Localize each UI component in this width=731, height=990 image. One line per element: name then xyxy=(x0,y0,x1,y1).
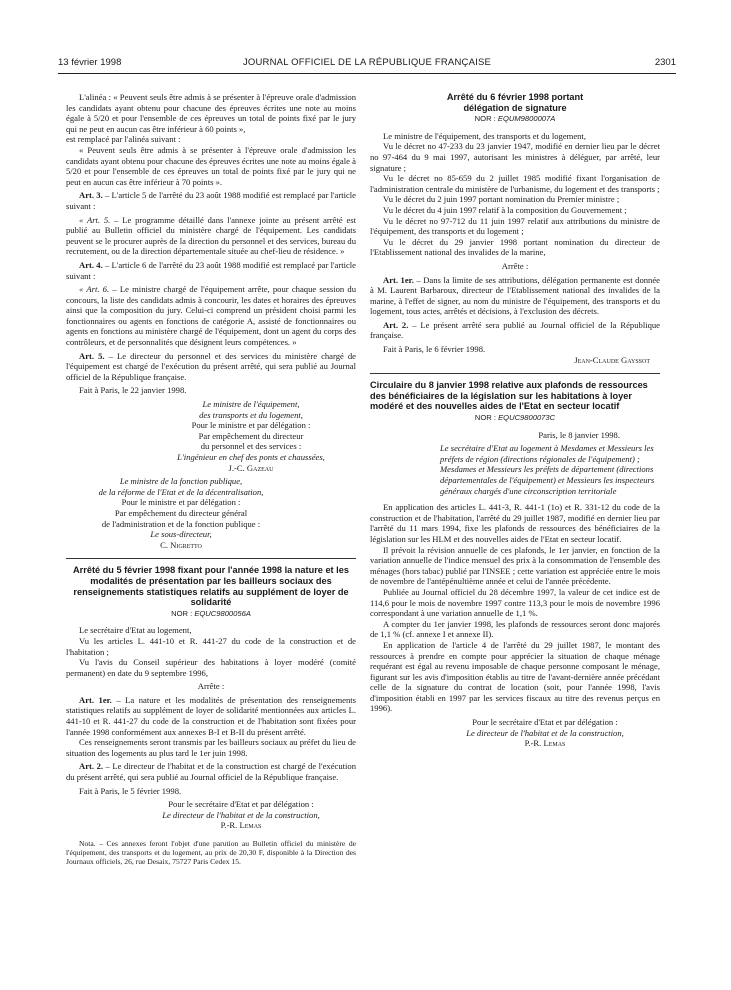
paragraph: Vu le décret no 85-659 du 2 juillet 1985 modifié fixant l'organisation de l'administration centrale du ministère de l'urbanisme, du logement et des transports ; xyxy=(370,173,660,194)
nor-label: NOR : xyxy=(474,114,498,124)
addressees: Le secrétaire d'Etat au logement à Mesdames et Messieurs les préfets de région (directions régionales de l'équipement) ; Mesdames et Messieurs les préfets de département (directions départementales de l'équipement) et Messieurs les inspecteurs généraux chargés d'une circonscription territoriale xyxy=(440,443,655,496)
paragraph: Le ministre de l'équipement, des transports et du logement, xyxy=(383,130,586,141)
signatory-name: Jean-Claude Gayssot xyxy=(574,354,650,365)
article-label: « Art. 6. xyxy=(79,284,110,295)
arrete-heading: Arrête : xyxy=(197,681,225,692)
article-label: Art. 1er. xyxy=(383,274,414,285)
quoted-article-5 xyxy=(66,215,356,257)
article-label: Art. 2. xyxy=(383,319,409,330)
signatory-name: P.-R. Lemas xyxy=(524,738,566,749)
nor-code: EQUC9800056A xyxy=(194,608,251,618)
paragraph: En application des articles L. 441-3, R. 441-1 (1o) et R. 331-12 du code de la construction et de l'habitation, l'arrêté du 29 juillet 1987, modifié en dernier lieu par l'arrêté du 11 mars 1994, fixe les plafonds de ressources des bénéficiaires de la législation sur les HLM et des nouvelles aides de l'Etat en secteur locatif. xyxy=(370,502,660,544)
paragraph: Vu le décret no 97-712 du 11 juin 1997 relatif aux attributions du ministre de l'équipement, des transports et du logement ; xyxy=(370,215,660,237)
signature-line: de la réforme de l'Etat et de la décentralisation, xyxy=(98,486,264,497)
article-text: – Dans la limite de ses attributions, délégation permanente est donnée à M. Laurent Barbaroux, directeur de l'Etablissement national des invalides de la marine, à l'effet de signer, au nom du ministre de l'équipement, des transports et du logement, tous actes, arrêtés et décisions, à l'exclusion des décrets. xyxy=(370,274,660,317)
fait-a-paris: Fait à Paris, le 22 janvier 1998. xyxy=(79,385,187,396)
article-label: Art. 1er. xyxy=(79,694,112,705)
section-title: Circulaire du 8 janvier 1998 relative aux plafonds de ressources des bénéficiaires de la législation sur les habitations à loyer modéré et des nouvelles aides de l'Etat en secteur locatif xyxy=(370,380,648,412)
article-text: – Le ministre chargé de l'équipement arrête, pour chaque session du concours, la liste des candidats admis à concourir, les dates et horaires des épreuves ainsi que la composition du jury. Celui-ci comprend un président choisi parmi les fonctionnaires ou agents en fonctions de catégorie A, assisté de fonctionnaires ou agents en fonctions au ministère chargé de l'équipement, dont un agent du corps des contrôleurs, et de personnalités que désignent leurs compétences. » xyxy=(66,284,357,348)
signature-line: du personnel et des services : xyxy=(200,441,302,452)
signatory-name: P.-R. Lemas xyxy=(220,820,262,831)
article-text: – Le directeur de l'habitat et de la construction est chargé de l'exécution du présent arrêté, qui sera publié au Journal officiel de la République française. xyxy=(66,761,357,783)
section-divider xyxy=(370,373,660,374)
signature-line: L'ingénieur en chef des ponts et chaussées, xyxy=(177,452,325,462)
signature-line: Le sous-directeur, xyxy=(150,529,212,540)
nor-code: EQUC9800073C xyxy=(498,413,556,423)
paragraph: A compter du 1er janvier 1998, les plafonds de ressources seront donc majorés de 1,1 % (cf. annexe I et annexe II). xyxy=(370,618,660,640)
paragraph: Publiée au Journal officiel du 28 décembre 1997, la valeur de cet indice est de 114,6 pour le mois de novembre 1997 contre 113,3 pour le mois de novembre 1996 correspondant à une variation annuelle de 1,1 %. xyxy=(370,586,660,619)
paragraph: « Peuvent seuls être admis à se présenter à l'épreuve orale d'admission les candidats ayant obtenu pour chacune des épreuves écrites une note au moins égale à 5/20 et pour l'ensemble de ces épreuves un total de points fixé par le jury qui ne peut en aucun cas être inférieur à 70 points ». xyxy=(66,144,356,187)
header-rule xyxy=(58,73,676,74)
fait-a-paris: Fait à Paris, le 5 février 1998. xyxy=(79,785,182,796)
header-journal-title: JOURNAL OFFICIEL DE LA RÉPUBLIQUE FRANÇAISE xyxy=(242,57,492,68)
right-column xyxy=(370,92,660,749)
dateline: Paris, le 8 janvier 1998. xyxy=(538,429,620,440)
nor-reference xyxy=(66,609,356,620)
section-divider xyxy=(66,558,356,559)
page-header xyxy=(58,57,676,71)
paragraph: Vu le décret du 4 juin 1997 relatif à la composition du Gouvernement ; xyxy=(383,204,627,215)
article-4 xyxy=(66,260,356,281)
nor-label: NOR : xyxy=(474,413,499,423)
paragraph: L'alinéa : « Peuvent seuls être admis à se présenter à l'épreuve orale d'admission les candidats ayant obtenu pour chacune des épreuves écrites une note au moins égale à 5/20 et pour l'ensemble de ces épreuves un total de points fixé par le jury qui ne peut en aucun cas être inférieur à 60 points », xyxy=(66,92,356,134)
article-label: Art. 2. xyxy=(79,761,104,772)
paragraph: Vu le décret du 2 juin 1997 portant nomination du Premier ministre ; xyxy=(383,194,620,205)
section-title: Arrêté du 6 février 1998 portant délégation de signature xyxy=(446,92,584,113)
fait-a-paris: Fait à Paris, le 6 février 1998. xyxy=(383,344,486,355)
paragraph: Vu le décret no 47-233 du 23 janvier 1947, modifié en dernier lieu par le décret no 97-464 du 9 mai 1997, autorisant les ministres à déléguer, par arrêté, leur signature ; xyxy=(370,141,660,173)
signature-line: de l'administration et de la fonction publique : xyxy=(101,518,261,529)
nota-footnote: Nota. – Ces annexes feront l'objet d'une parution au Bulletin officiel du ministère de l'équipement, des transports et du logement, au prix de 20,30 F, disponible à la Direction des Journaux officiels, 26, rue Desaix, 75727 Paris Cedex 15. xyxy=(66,839,356,867)
section-title: Arrêté du 5 février 1998 fixant pour l'année 1998 la nature et les modalités de présentation par les bailleurs sociaux des renseignements statistiques relatifs au supplément de loyer de solidarité xyxy=(73,565,349,608)
paragraph: Vu les articles L. 441-10 et R. 441-27 du code de la construction et de l'habitation ; xyxy=(66,635,356,657)
quoted-article-6 xyxy=(66,284,356,348)
arrete-heading: Arrête : xyxy=(501,260,529,271)
article-label: Art. 3. xyxy=(79,190,103,201)
nor-label: NOR : xyxy=(171,608,195,618)
signatory-name: C. Nigretto xyxy=(160,539,202,550)
signatory-name: J.-C. Gazeau xyxy=(228,462,274,473)
header-date: 13 février 1998 xyxy=(58,57,122,68)
signature-line: Le directeur de l'habitat et de la construction, xyxy=(466,727,624,738)
article-text: – Le directeur du personnel et des services du ministère chargé de l'équipement est chargé de l'exécution du présent arrêté, qui sera publié au Journal officiel de la République française. xyxy=(66,350,356,382)
signature-line: Pour le secrétaire d'Etat et par délégation : xyxy=(168,799,314,810)
article-label: Art. 4. xyxy=(79,259,103,270)
article-text: – Le présent arrêté sera publié au Journal officiel de la République française. xyxy=(370,319,660,341)
article-5 xyxy=(66,351,356,383)
header-page-number: 2301 xyxy=(654,57,676,68)
paragraph: est remplacé par l'alinéa suivant : xyxy=(66,134,181,145)
paragraph: Vu le décret du 29 janvier 1998 portant nomination du directeur de l'Etablissement national des invalides de la marine, xyxy=(370,236,660,258)
paragraph: Vu l'avis du Conseil supérieur des habitations à loyer modéré (comité permanent) en date du 9 septembre 1996, xyxy=(66,657,356,678)
paragraph: Le secrétaire d'Etat au logement, xyxy=(79,625,192,636)
article-text: – L'article 6 de l'arrêté du 23 août 1988 modifié est remplacé par l'article suivant : xyxy=(66,259,356,281)
article-text: – L'article 5 de l'arrêté du 23 août 1988 modifié est remplacé par l'article suivant : xyxy=(66,190,356,211)
article-1 xyxy=(370,275,660,317)
signature-line: Pour le ministre et par délégation : xyxy=(121,497,241,508)
article-1 xyxy=(66,695,356,737)
left-column xyxy=(66,92,356,867)
article-label: Art. 5. xyxy=(79,350,105,361)
signature-line: Pour le ministre et par délégation : xyxy=(191,420,311,431)
signature-line: Le directeur de l'habitat et de la construction, xyxy=(162,809,320,820)
article-text: – Le programme détaillé dans l'annexe jointe au présent arrêté est publié au Bulletin officiel du ministère chargé de l'équipement. Les candidats peuvent se le procurer auprès de la direction du personnel et des services, bureau du recrutement, ou de la direction départementale située au chef-lieu de résidence. » xyxy=(66,214,356,257)
signature-block-3 xyxy=(66,799,356,831)
signature-block-2 xyxy=(66,476,356,550)
nor-code: EQUM9800007A xyxy=(497,114,556,124)
signature-line: Le ministre de la fonction publique, xyxy=(119,476,243,487)
signature-line: Le ministre de l'équipement, xyxy=(202,399,300,410)
signature-line: Par empêchement du directeur xyxy=(198,430,304,441)
paragraph: Il prévoit la révision annuelle de ces plafonds, le 1er janvier, en fonction de la variation annuelle de l'indice mensuel des prix à la consommation de l'ensemble des ménages (hors tabac) publié par l'INSEE ; cette variation est appréciée entre le mois de novembre de l'antépénultième année et celui de l'année précédente. xyxy=(370,544,660,587)
signature-line: Par empêchement du directeur général xyxy=(114,507,248,518)
article-2 xyxy=(370,320,660,341)
article-label: « Art. 5. xyxy=(79,214,111,225)
signature-block-4 xyxy=(370,717,660,749)
paragraph: En application de l'article 4 de l'arrêté du 29 juillet 1987, le montant des ressources à prendre en compte pour apprécier la situation de chaque ménage requérant est égal au revenu imposable de chaque personne composant le ménage, figurant sur les avis d'imposition établis au titre de l'avant-dernière année précédant celle de la signature du contrat de location (soit, pour l'année 1998, l'avis d'imposition établi en 1997 par les services fiscaux au titre des revenus perçus en 1996). xyxy=(370,639,660,714)
signature-line: des transports et du logement, xyxy=(199,409,303,420)
nor-reference xyxy=(370,114,660,125)
nor-reference xyxy=(370,413,660,424)
signature-block-1 xyxy=(66,399,356,473)
article-2 xyxy=(66,761,356,782)
signature-line: Pour le secrétaire d'Etat et par délégation : xyxy=(472,717,618,728)
paragraph: Ces renseignements seront transmis par les bailleurs sociaux au préfet du lieu de situation des logements au plus tard le 1er juin 1998. xyxy=(66,737,356,758)
article-3 xyxy=(66,190,356,211)
article-text: – La nature et les modalités de présentation des renseignements statistiques relatifs au supplément de loyer de solidarité mentionnées aux articles L. 441-10 et R. 441-27 du code de la construction et de l'habitation sont fixées pour l'année 1998 conformément aux annexes B-I et B-II du présent arrêté. xyxy=(66,694,356,737)
